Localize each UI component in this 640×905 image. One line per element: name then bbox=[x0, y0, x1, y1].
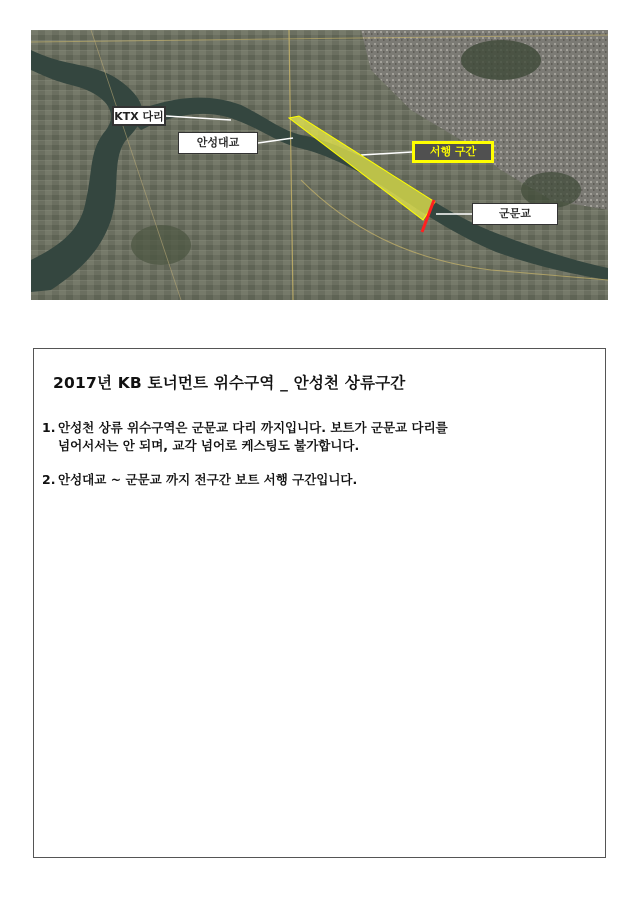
item-text-line1: 안성대교 ~ 군문교 까지 전구간 보트 서행 구간입니다. bbox=[58, 472, 358, 487]
item-number: 1. bbox=[42, 420, 56, 435]
map-image bbox=[31, 30, 608, 300]
notice-item bbox=[42, 471, 597, 489]
gunmun-bridge-label: 군문교 bbox=[472, 203, 558, 225]
anseong-bridge-label: 안성대교 bbox=[178, 132, 258, 154]
item-text-line2: 넘어서서는 안 되며, 교각 넘어로 케스팅도 불가합니다. bbox=[58, 438, 360, 453]
item-number: 2. bbox=[42, 472, 56, 487]
item-text-line1: 안성천 상류 위수구역은 군문교 다리 까지입니다. 보트가 군문교 다리를 bbox=[58, 420, 448, 435]
sailing-zone-label: 서행 구간 bbox=[412, 141, 494, 163]
satellite-map bbox=[31, 30, 608, 300]
notice-box bbox=[33, 348, 606, 858]
ktx-bridge-label: KTX 다리 bbox=[112, 106, 166, 126]
notice-title: 2017년 KB 토너먼트 위수구역 _ 안성천 상류구간 bbox=[53, 374, 406, 392]
notice-item bbox=[42, 419, 597, 455]
